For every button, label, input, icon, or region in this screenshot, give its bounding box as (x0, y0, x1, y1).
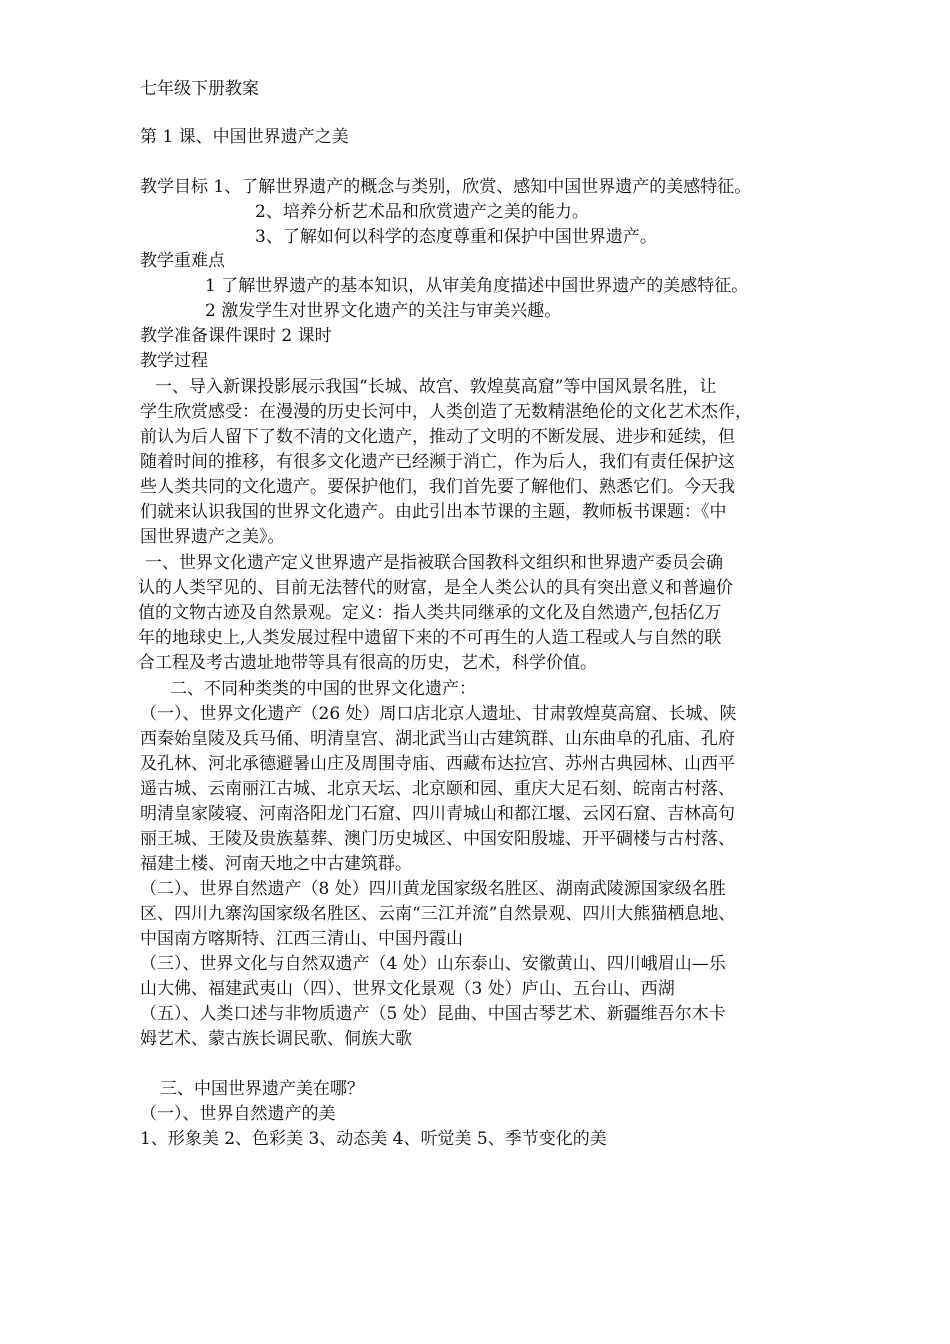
preparation-line: 教学准备课件课时 2 课时 (140, 326, 332, 346)
intro-line: 前认为后人留下了数不清的文化遗产，推动了文明的不断发展、进步和延续，但 (140, 427, 735, 447)
lesson-title: 第 1 课、中国世界遗产之美 (140, 127, 349, 147)
types-line: （三）、世界文化与自然双遗产（4 处）山东泰山、安徽黄山、四川峨眉山—乐 (140, 954, 726, 974)
keypoint-1: 1 了解世界遗产的基本知识，从审美角度描述中国世界遗产的美感特征。 (205, 276, 749, 296)
definition-line: 值的文物古迹及自然景观。定义：指人类共同继承的文化及自然遗产,包括亿万 (138, 603, 722, 623)
objective-2: 2、培养分析艺术品和欣赏遗产之美的能力。 (255, 202, 589, 222)
document-title: 七年级下册教案 (140, 79, 259, 99)
keypoint-2: 2 激发学生对世界文化遗产的关注与审美兴趣。 (205, 301, 562, 321)
beauty-heading: 三、中国世界遗产美在哪？ (160, 1079, 364, 1099)
definition-line: 年的地球史上,人类发展过程中遗留下来的不可再生的人造工程或人与自然的联 (138, 628, 722, 648)
definition-line: 合工程及考古遗址地带等具有很高的历史，艺术，科学价值。 (138, 653, 597, 673)
intro-line: 随着时间的推移，有很多文化遗产已经濒于消亡，作为后人，我们有责任保护这 (140, 452, 735, 472)
types-line: （五）、人类口述与非物质遗产（5 处）昆曲、中国古琴艺术、新疆维吾尔木卡 (140, 1004, 726, 1024)
objective-1: 教学目标 1、了解世界遗产的概念与类别，欣赏、感知中国世界遗产的美感特征。 (140, 177, 752, 197)
intro-line: 些人类共同的文化遗产。要保护他们，我们首先要了解他们、熟悉它们。今天我 (140, 477, 735, 497)
types-line: （二）、世界自然遗产（8 处）四川黄龙国家级名胜区、湖南武陵源国家级名胜 (140, 879, 726, 899)
types-heading: 二、不同种类类的中国的世界文化遗产： (170, 679, 476, 699)
beauty-list: 1、形象美 2、色彩美 3、动态美 4、听觉美 5、季节变化的美 (140, 1129, 607, 1149)
definition-line: 认的人类罕见的、目前无法替代的财富，是全人类公认的具有突出意义和普遍价 (138, 578, 733, 598)
intro-line: 一、导入新课投影展示我国“长城、故宫、敦煌莫高窟”等中国风景名胜，让 (155, 377, 717, 397)
types-line: 福建土楼、河南天地之中古建筑群。 (140, 854, 412, 874)
objective-3: 3、了解如何以科学的态度尊重和保护中国世界遗产。 (255, 227, 657, 247)
keypoints-heading: 教学重难点 (140, 251, 225, 271)
intro-line: 国世界遗产之美》。 (140, 527, 285, 547)
types-line: （一）、世界文化遗产（26 处）周口店北京人遗址、甘肃敦煌莫高窟、长城、陕 (140, 704, 737, 724)
process-heading: 教学过程 (140, 351, 208, 371)
intro-line: 学生欣赏感受：在漫漫的历史长河中，人类创造了无数精湛绝伦的文化艺术杰作， (140, 402, 752, 422)
beauty-subheading: （一）、世界自然遗产的美 (140, 1104, 336, 1124)
types-line: 姆艺术、蒙古族长调民歌、侗族大歌 (140, 1029, 412, 1049)
types-line: 西秦始皇陵及兵马俑、明清皇宫、湖北武当山古建筑群、山东曲阜的孔庙、孔府 (140, 729, 735, 749)
types-line: 中国南方喀斯特、江西三清山、中国丹霞山 (140, 929, 463, 949)
types-line: 丽王城、王陵及贵族墓葬、澳门历史城区、中国安阳殷墟、开平碉楼与古村落、 (140, 829, 735, 849)
types-line: 遥古城、云南丽江古城、北京天坛、北京颐和园、重庆大足石刻、皖南古村落、 (140, 779, 735, 799)
types-line: 明清皇家陵寝、河南洛阳龙门石窟、四川青城山和都江堰、云冈石窟、吉林高句 (140, 804, 735, 824)
types-line: 山大佛、福建武夷山（四）、世界文化景观（3 处）庐山、五台山、西湖 (140, 979, 675, 999)
types-line: 区、四川九寨沟国家级名胜区、云南“三江并流”自然景观、四川大熊猫栖息地、 (140, 904, 736, 924)
intro-line: 们就来认识我国的世界文化遗产。由此引出本节课的主题，教师板书课题：《中 (140, 502, 727, 522)
types-line: 及孔林、河北承德避暑山庄及周围寺庙、西藏布达拉宫、苏州古典园林、山西平 (140, 754, 735, 774)
definition-line: 一、世界文化遗产定义世界遗产是指被联合国教科文组织和世界遗产委员会确 (145, 553, 723, 573)
